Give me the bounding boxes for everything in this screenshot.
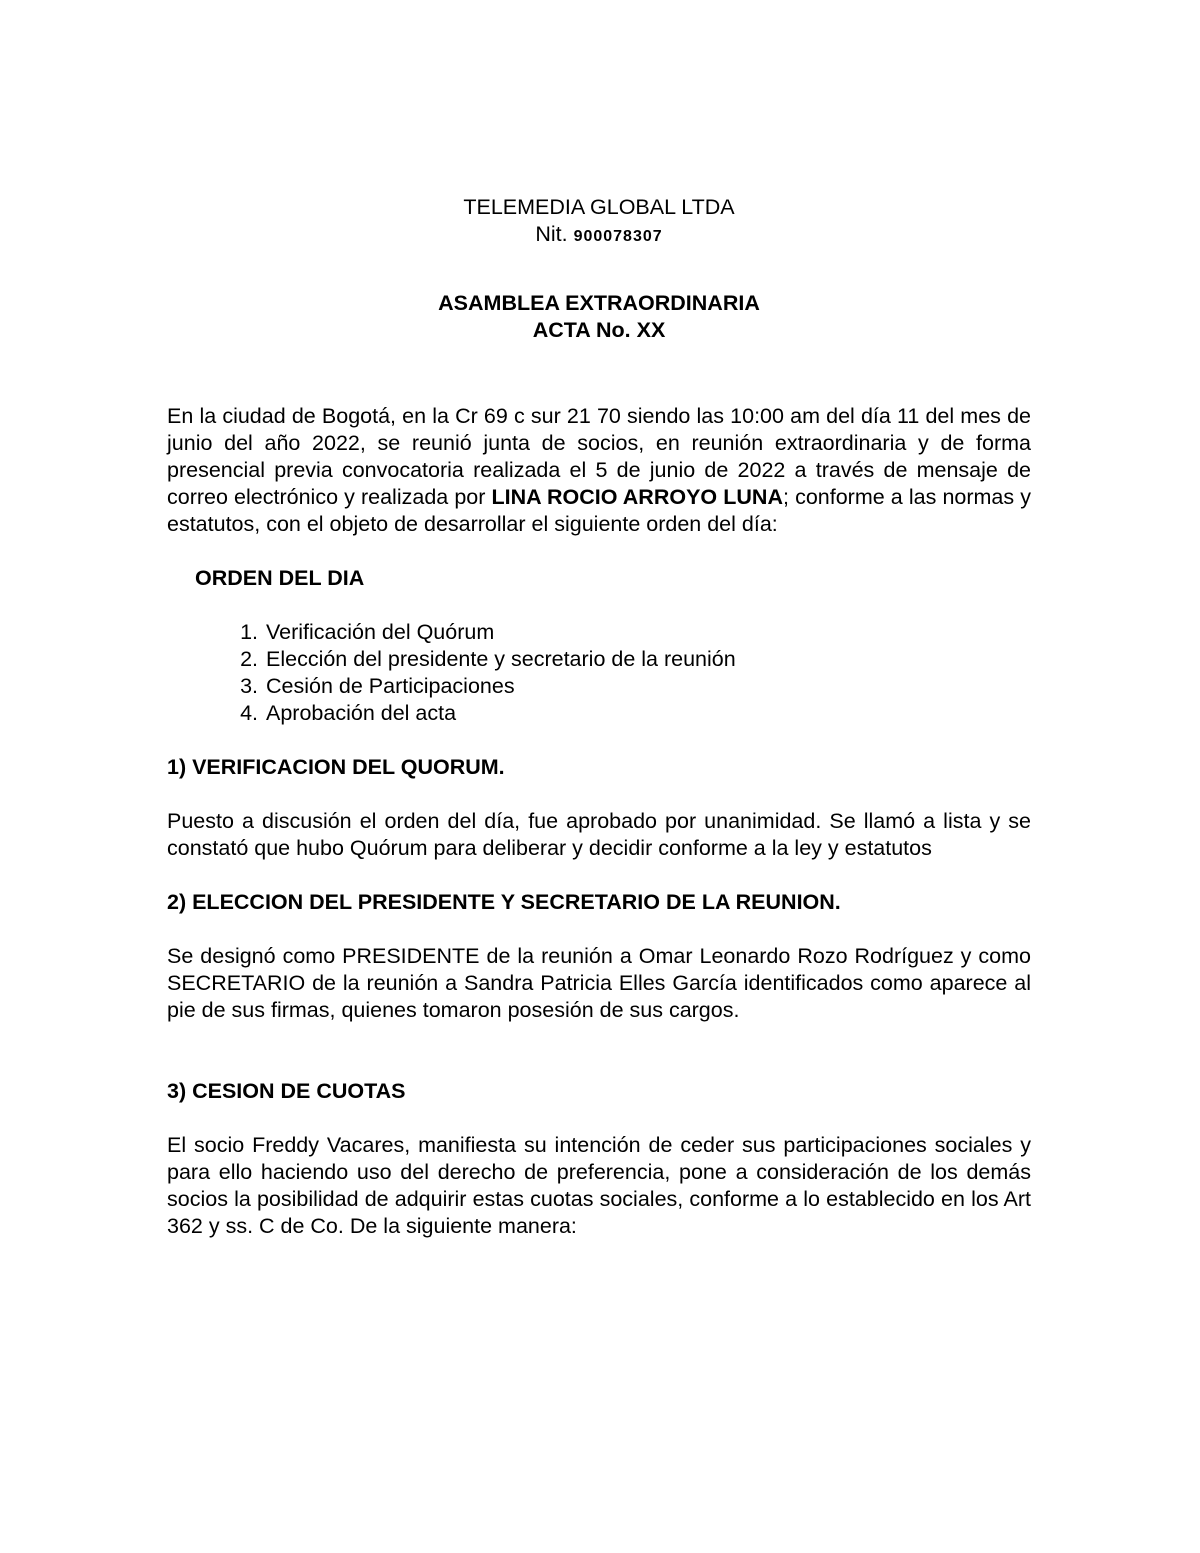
section-text-quorum: Puesto a discusión el orden del día, fue aprobado por unanimidad. Se llamó a lista y se constató que hubo Quórum para deliberar y decidir conforme a la ley y estatutos xyxy=(167,809,1031,860)
acta-number: ACTA No. XX xyxy=(532,318,666,342)
intro-text-before: En la ciudad de Bogotá, en la Cr 69 c sur 21 70 siendo las 10:00 am del día 11 del mes de junio del año 2022, se reunió junta de socios, en reunión extraordinaria y de forma presencial previa convocatoria realizada el 5 de junio de 2022 a través de mensaje de correo electrónico y realizada por xyxy=(167,404,1031,509)
agenda-list xyxy=(167,619,1031,727)
agenda-item: 1. Verificación del Quórum xyxy=(264,619,1031,646)
document-title: ASAMBLEA EXTRAORDINARIA xyxy=(438,291,760,315)
agenda-item: 3. Cesión de Participaciones xyxy=(264,673,1031,700)
section-heading-quorum: 1) VERIFICACION DEL QUORUM. xyxy=(167,755,505,779)
title-block xyxy=(167,290,1031,344)
section-text-cession: El socio Freddy Vacares, manifiesta su intención de ceder sus participaciones sociales y para ello haciendo uso del derecho de preferencia, pone a consideración de los demás socios la posibilidad de adquirir estas cuotas sociales, conforme a lo establecido en los Art 362 y ss. C de Co. De la siguiente manera: xyxy=(167,1133,1031,1238)
nit-line xyxy=(167,221,1031,250)
agenda-item: 4. Aprobación del acta xyxy=(264,700,1031,727)
intro-paragraph xyxy=(167,403,1031,538)
nit-number: 900078307 xyxy=(573,228,663,245)
nit-label: Nit. xyxy=(535,222,568,246)
section-heading-election: 2) ELECCION DEL PRESIDENTE Y SECRETARIO DE LA REUNION. xyxy=(167,890,841,914)
section-heading-cession: 3) CESION DE CUOTAS xyxy=(167,1079,406,1103)
agenda-title: ORDEN DEL DIA xyxy=(195,566,365,590)
agenda-item: 2. Elección del presidente y secretario de la reunión xyxy=(264,646,1031,673)
convener-name: LINA ROCIO ARROYO LUNA xyxy=(491,485,783,509)
document-page xyxy=(167,194,1031,1240)
intro-text-after: ; conforme a las normas y estatutos, con el objeto de desarrollar el siguiente orden del día: xyxy=(167,485,1031,536)
company-name: TELEMEDIA GLOBAL LTDA xyxy=(463,195,735,219)
section-text-election: Se designó como PRESIDENTE de la reunión a Omar Leonardo Rozo Rodríguez y como SECRETARIO de la reunión a Sandra Patricia Elles García identificados como aparece al pie de sus firmas, quienes tomaron posesión de sus cargos. xyxy=(167,944,1031,1022)
